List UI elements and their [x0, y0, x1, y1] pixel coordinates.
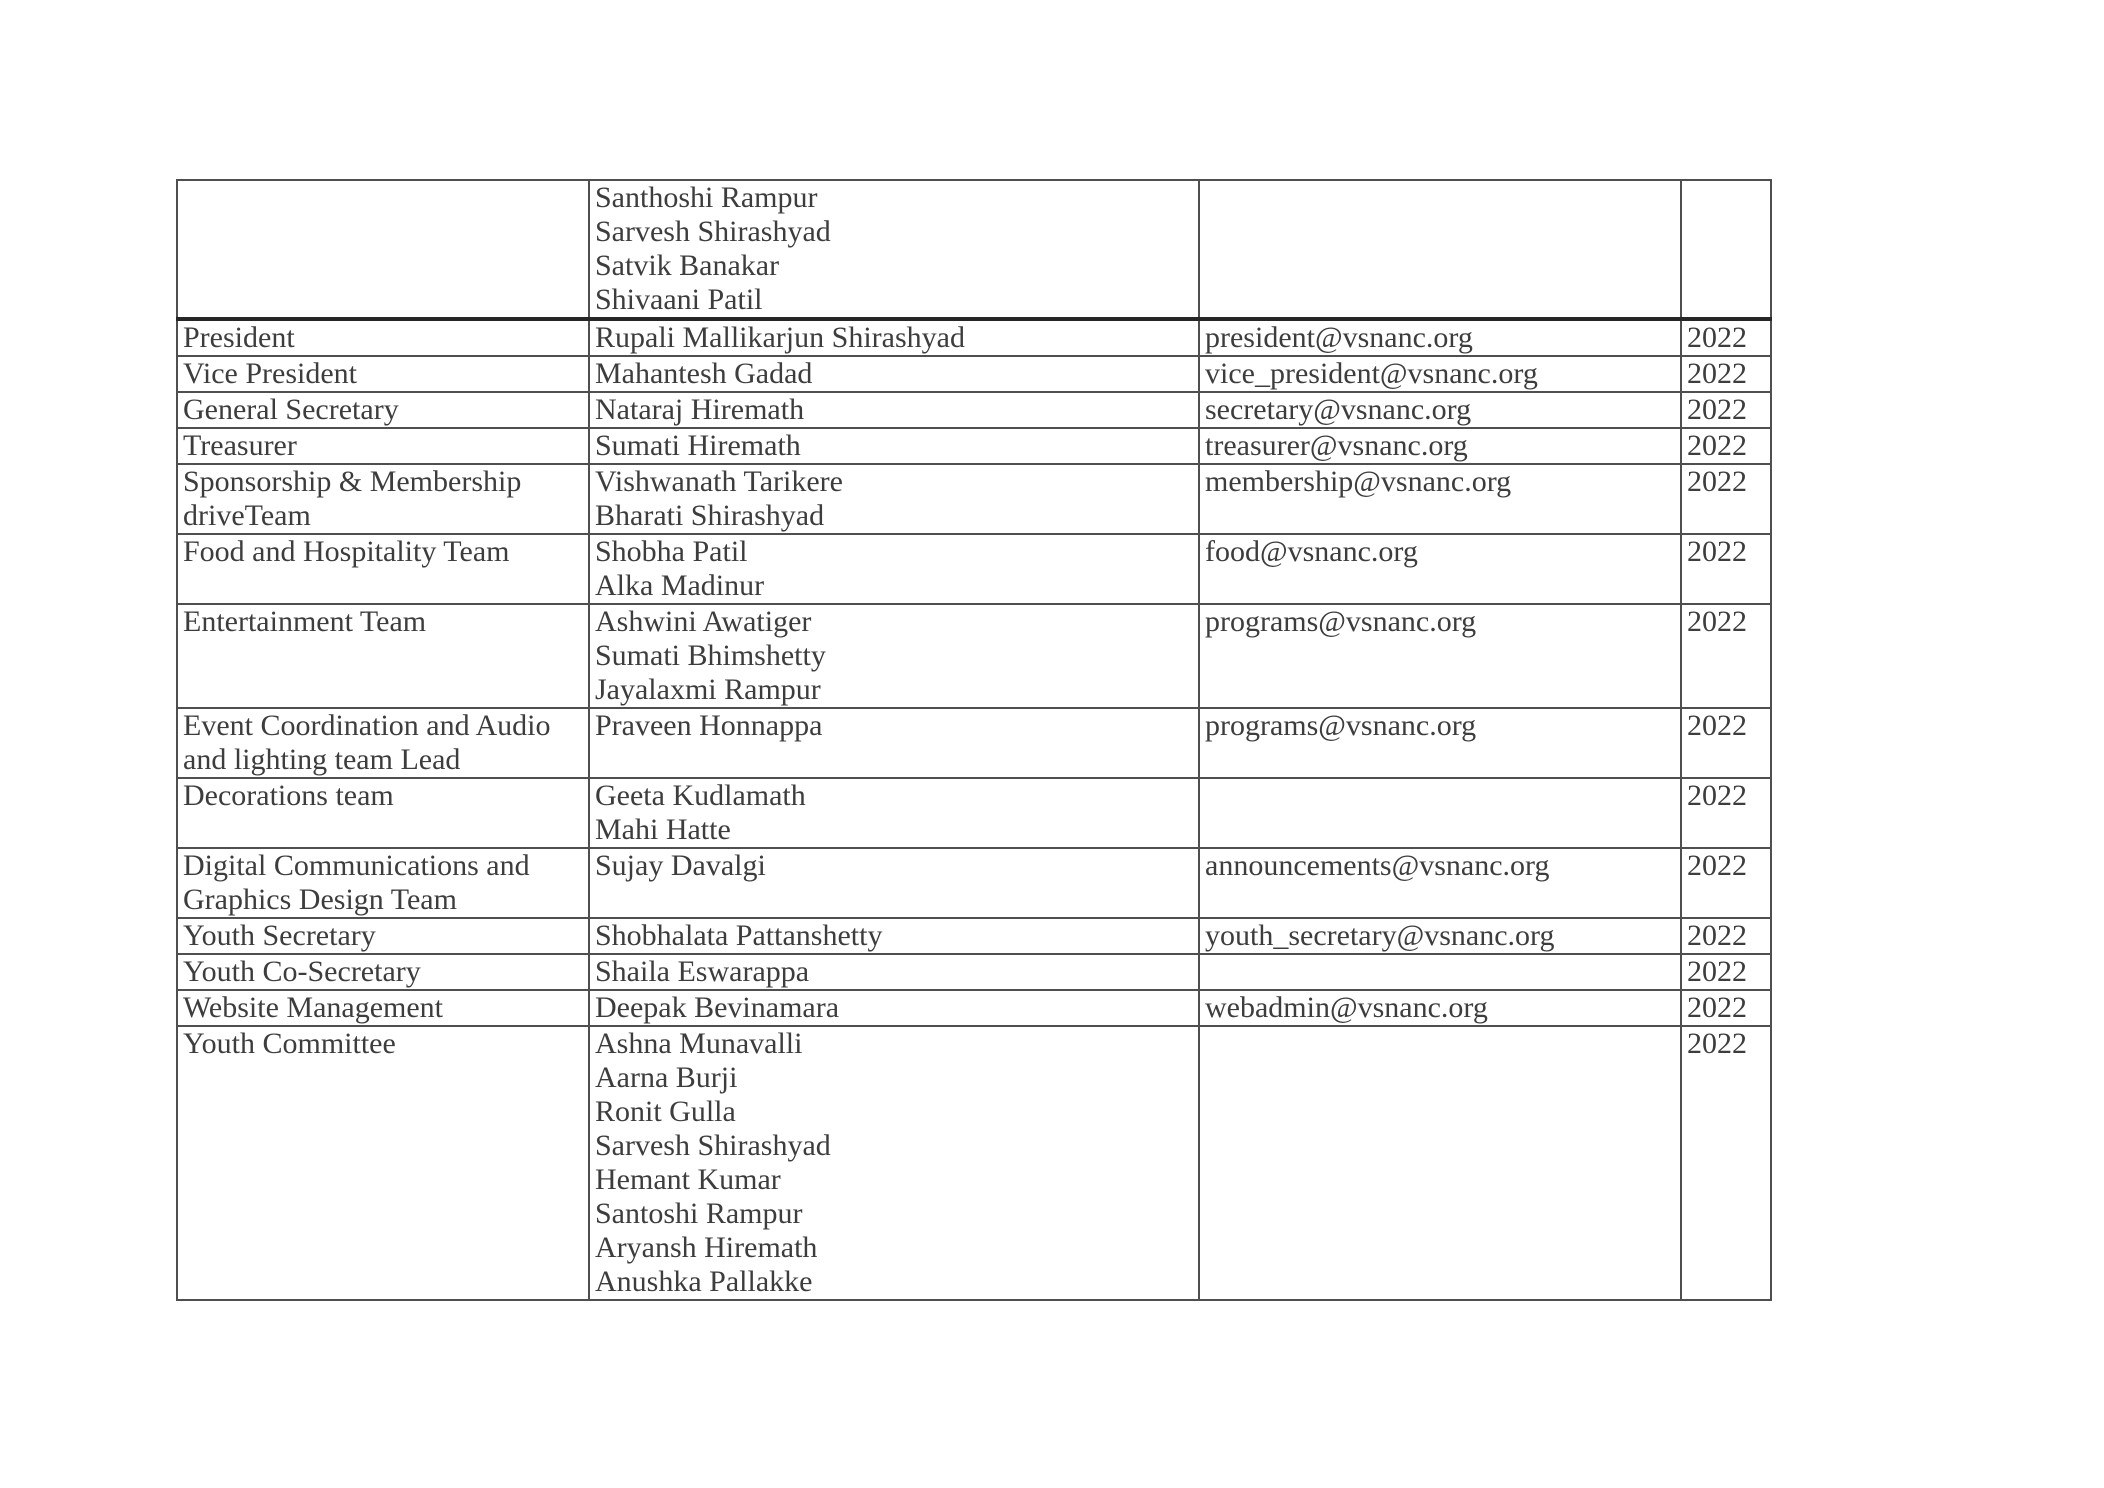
year-cell	[1681, 604, 1771, 708]
member-name: Alka Madinur	[595, 569, 765, 602]
table-row-website-management	[177, 990, 1771, 1026]
table-row-digital-communications	[177, 848, 1771, 918]
email-cell	[1199, 708, 1681, 778]
email-text: treasurer@vsnanc.org	[1205, 429, 1468, 462]
year-cell	[1681, 356, 1771, 392]
email-text: president@vsnanc.org	[1205, 321, 1473, 354]
position-cell	[177, 778, 589, 848]
year-text: 2022	[1687, 991, 1747, 1024]
position-text: driveTeam	[183, 499, 311, 532]
email-cell	[1199, 954, 1681, 990]
email-text: membership@vsnanc.org	[1205, 465, 1512, 498]
position-text: Youth Secretary	[183, 919, 376, 952]
year-cell	[1681, 180, 1771, 319]
email-text: secretary@vsnanc.org	[1205, 393, 1472, 426]
table-row-food-hospitality	[177, 534, 1771, 604]
year-text: 2022	[1687, 393, 1747, 426]
year-cell	[1681, 392, 1771, 428]
member-name: Aryansh Hiremath	[595, 1231, 818, 1264]
position-cell	[177, 319, 589, 356]
table-row-vice-president	[177, 356, 1771, 392]
email-text: programs@vsnanc.org	[1205, 605, 1477, 638]
year-cell	[1681, 1026, 1771, 1300]
member-name: Mahantesh Gadad	[595, 357, 813, 390]
names-cell	[589, 990, 1199, 1026]
member-name: Sarvesh Shirashyad	[595, 215, 831, 248]
position-text: President	[183, 321, 295, 354]
position-cell	[177, 918, 589, 954]
names-cell	[589, 356, 1199, 392]
year-text: 2022	[1687, 465, 1747, 498]
names-cell	[589, 392, 1199, 428]
table-row-general-secretary	[177, 392, 1771, 428]
position-cell	[177, 1026, 589, 1300]
position-text: Sponsorship & Membership	[183, 465, 522, 498]
email-cell	[1199, 180, 1681, 319]
position-text: Youth Co-Secretary	[183, 955, 421, 988]
position-text: Food and Hospitality Team	[183, 535, 510, 568]
member-name: Shobha Patil	[595, 535, 748, 568]
email-cell	[1199, 392, 1681, 428]
names-cell	[589, 708, 1199, 778]
table-row-sponsorship-membership	[177, 464, 1771, 534]
names-cell	[589, 464, 1199, 534]
email-cell	[1199, 990, 1681, 1026]
names-cell	[589, 848, 1199, 918]
member-name: Mahi Hatte	[595, 813, 731, 846]
position-text: Vice President	[183, 357, 357, 390]
email-cell	[1199, 778, 1681, 848]
member-name: Deepak Bevinamara	[595, 991, 840, 1024]
email-cell	[1199, 319, 1681, 356]
email-text: vice_president@vsnanc.org	[1205, 357, 1538, 390]
position-cell	[177, 180, 589, 319]
email-cell	[1199, 464, 1681, 534]
year-text: 2022	[1687, 321, 1747, 354]
email-cell	[1199, 918, 1681, 954]
email-cell	[1199, 604, 1681, 708]
year-cell	[1681, 848, 1771, 918]
position-cell	[177, 428, 589, 464]
year-text: 2022	[1687, 849, 1747, 882]
position-text: and lighting team Lead	[183, 743, 461, 776]
year-cell	[1681, 464, 1771, 534]
member-name: Sarvesh Shirashyad	[595, 1129, 831, 1162]
position-cell	[177, 848, 589, 918]
position-text: Treasurer	[183, 429, 297, 462]
member-name: Ashwini Awatiger	[595, 605, 812, 638]
year-text: 2022	[1687, 919, 1747, 952]
names-cell	[589, 954, 1199, 990]
table-row-event-coordination	[177, 708, 1771, 778]
names-cell	[589, 319, 1199, 356]
position-cell	[177, 534, 589, 604]
table-row-youth-secretary	[177, 918, 1771, 954]
committee-roster-table	[176, 179, 1772, 1301]
email-cell	[1199, 848, 1681, 918]
position-text: Entertainment Team	[183, 605, 427, 638]
member-name: Sumati Hiremath	[595, 429, 801, 462]
email-cell	[1199, 1026, 1681, 1300]
position-text: Website Management	[183, 991, 443, 1024]
member-name: Vishwanath Tarikere	[595, 465, 843, 498]
position-text: Graphics Design Team	[183, 883, 457, 916]
year-text: 2022	[1687, 605, 1747, 638]
email-text: food@vsnanc.org	[1205, 535, 1418, 568]
year-text: 2022	[1687, 429, 1747, 462]
position-text: Event Coordination and Audio	[183, 709, 551, 742]
member-name: Shivaani Patil	[595, 283, 763, 316]
table-row-youth-committee	[177, 1026, 1771, 1300]
member-name: Hemant Kumar	[595, 1163, 781, 1196]
email-text: programs@vsnanc.org	[1205, 709, 1477, 742]
member-name: Santoshi Rampur	[595, 1197, 803, 1230]
year-text: 2022	[1687, 1027, 1747, 1060]
member-name: Ronit Gulla	[595, 1095, 736, 1128]
names-cell	[589, 428, 1199, 464]
email-text: youth_secretary@vsnanc.org	[1205, 919, 1555, 952]
position-cell	[177, 954, 589, 990]
email-cell	[1199, 356, 1681, 392]
member-name: Ashna Munavalli	[595, 1027, 803, 1060]
email-text: webadmin@vsnanc.org	[1205, 991, 1488, 1024]
member-name: Rupali Mallikarjun Shirashyad	[595, 321, 965, 354]
year-text: 2022	[1687, 779, 1747, 812]
member-name: Satvik Banakar	[595, 249, 780, 282]
member-name: Jayalaxmi Rampur	[595, 673, 821, 706]
year-cell	[1681, 428, 1771, 464]
table-row-decorations	[177, 778, 1771, 848]
position-text: Youth Committee	[183, 1027, 396, 1060]
year-cell	[1681, 954, 1771, 990]
member-name: Sumati Bhimshetty	[595, 639, 826, 672]
member-name: Anushka Pallakke	[595, 1265, 813, 1298]
position-cell	[177, 356, 589, 392]
year-cell	[1681, 778, 1771, 848]
year-text: 2022	[1687, 955, 1747, 988]
position-cell	[177, 990, 589, 1026]
table-row-entertainment	[177, 604, 1771, 708]
position-text: General Secretary	[183, 393, 399, 426]
member-name: Aarna Burji	[595, 1061, 738, 1094]
names-cell	[589, 1026, 1199, 1300]
email-cell	[1199, 428, 1681, 464]
year-cell	[1681, 708, 1771, 778]
member-name: Sujay Davalgi	[595, 849, 766, 882]
table-row-carryover	[177, 180, 1771, 319]
table-row-treasurer	[177, 428, 1771, 464]
position-cell	[177, 708, 589, 778]
names-cell	[589, 778, 1199, 848]
member-name: Santhoshi Rampur	[595, 181, 818, 214]
email-cell	[1199, 534, 1681, 604]
year-cell	[1681, 319, 1771, 356]
names-cell	[589, 918, 1199, 954]
email-text: announcements@vsnanc.org	[1205, 849, 1550, 882]
year-text: 2022	[1687, 357, 1747, 390]
position-cell	[177, 604, 589, 708]
year-text: 2022	[1687, 709, 1747, 742]
position-cell	[177, 392, 589, 428]
member-name: Praveen Honnappa	[595, 709, 823, 742]
year-cell	[1681, 918, 1771, 954]
member-name: Nataraj Hiremath	[595, 393, 805, 426]
table-row-president	[177, 319, 1771, 356]
names-cell	[589, 604, 1199, 708]
table-row-youth-co-secretary	[177, 954, 1771, 990]
year-cell	[1681, 534, 1771, 604]
year-text: 2022	[1687, 535, 1747, 568]
position-text: Decorations team	[183, 779, 394, 812]
member-name: Geeta Kudlamath	[595, 779, 806, 812]
names-cell	[589, 534, 1199, 604]
member-name: Bharati Shirashyad	[595, 499, 825, 532]
names-cell	[589, 180, 1199, 319]
year-cell	[1681, 990, 1771, 1026]
member-name: Shobhalata Pattanshetty	[595, 919, 883, 952]
member-name: Shaila Eswarappa	[595, 955, 810, 988]
position-text: Digital Communications and	[183, 849, 530, 882]
position-cell	[177, 464, 589, 534]
